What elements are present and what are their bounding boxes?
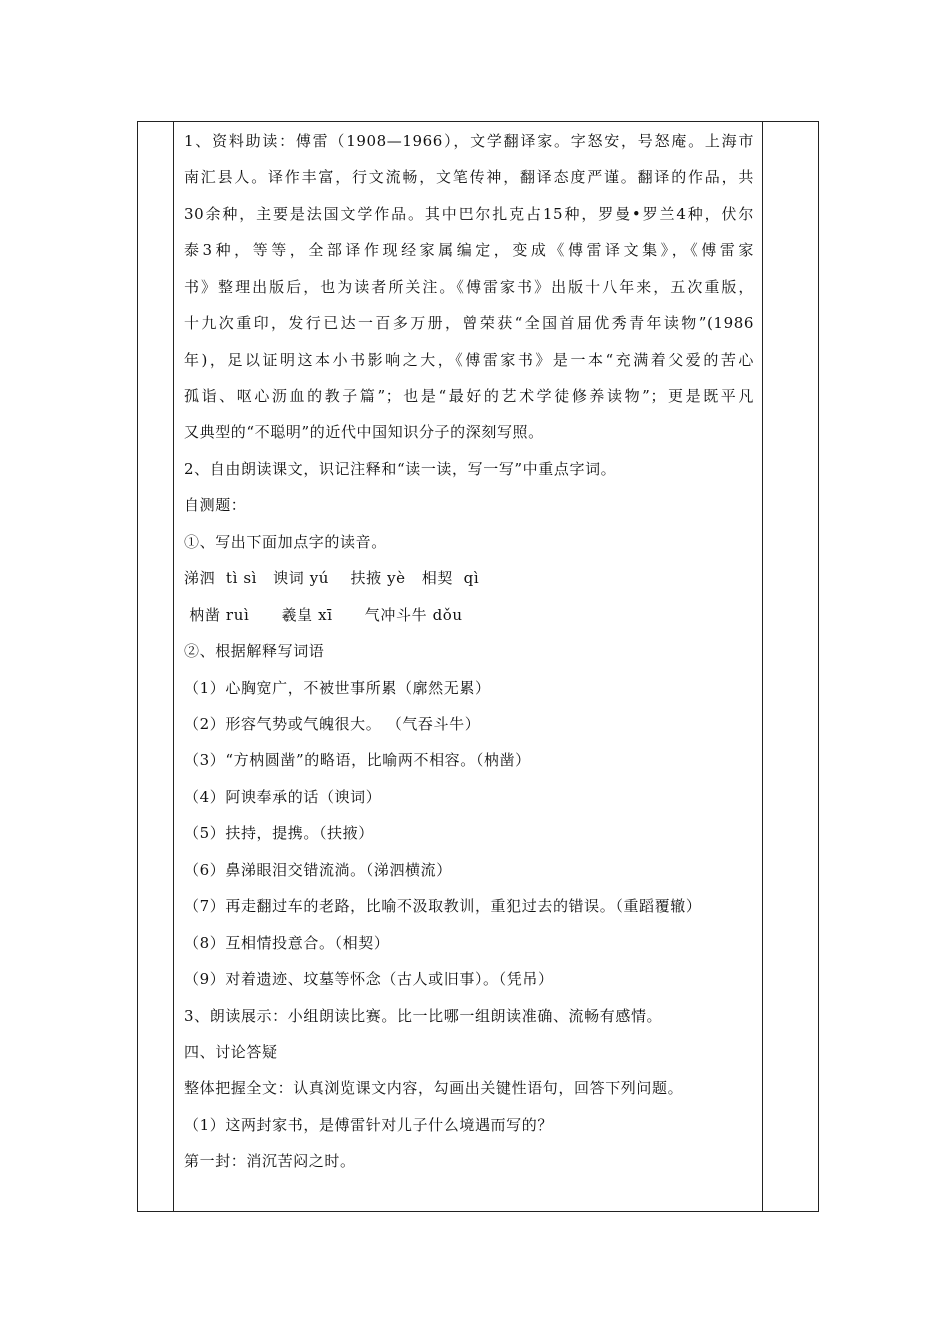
text-line-4: 泰3种，等等，全部译作现经家属编定，变成《傅雷译文集》，《傅雷家	[184, 241, 754, 259]
text-line-8: 孤诣、呕心沥血的教子篇”；也是“最好的艺术学徒修养读物”；更是既平凡	[184, 387, 754, 405]
text-line-9: 又典型的“不聪明”的近代中国知识分子的深刻写照。	[184, 423, 544, 441]
left-column	[138, 122, 174, 1211]
text-line-17: （2）形容气势或气魄很大。 （气吞斗牛）	[184, 715, 481, 733]
lesson-table	[137, 121, 819, 1212]
text-line-14: 枘凿 ruì 羲皇 xī 气冲斗牛 dǒu	[184, 606, 463, 624]
text-line-19: （4）阿谀奉承的话（谀词）	[184, 788, 382, 806]
text-line-15: ②、根据解释写词语	[184, 642, 325, 660]
text-line-27: 整体把握全文：认真浏览课文内容，勾画出关键性语句，回答下列问题。	[184, 1079, 684, 1097]
text-line-11: 自测题：	[184, 496, 247, 514]
text-line-22: （7）再走翻过车的老路，比喻不汲取教训，重犯过去的错误。（重蹈覆辙）	[184, 897, 702, 915]
text-line-10: 2、自由朗读课文，识记注释和“读一读，写一写”中重点字词。	[184, 460, 617, 478]
text-line-2: 南汇县人。译作丰富，行文流畅，文笔传神，翻译态度严谨。翻译的作品，共	[184, 168, 754, 186]
text-line-25: 3、朗读展示：小组朗读比赛。比一比哪一组朗读准确、流畅有感情。	[184, 1007, 663, 1025]
text-line-26: 四、讨论答疑	[184, 1043, 278, 1061]
text-line-5: 书》整理出版后，也为读者所关注。《傅雷家书》出版十八年来，五次重版，	[184, 278, 754, 296]
text-line-21: （6）鼻涕眼泪交错流淌。（涕泗横流）	[184, 861, 452, 879]
content-column	[174, 122, 764, 1211]
text-line-29: 第一封：消沉苦闷之时。	[184, 1152, 356, 1170]
text-line-24: （9）对着遗迹、坟墓等怀念（古人或旧事）。（凭吊）	[184, 970, 554, 988]
text-line-18: （3）“方枘圆凿”的略语，比喻两不相容。（枘凿）	[184, 751, 531, 769]
text-line-20: （5）扶持，提携。（扶掖）	[184, 824, 374, 842]
right-column	[762, 122, 818, 1211]
text-line-6: 十九次重印，发行已达一百多万册，曾荣获“全国首届优秀青年读物”(1986	[184, 314, 754, 332]
text-line-7: 年)，足以证明这本小书影响之大，《傅雷家书》是一本“充满着父爱的苦心	[184, 351, 754, 369]
text-line-28: （1）这两封家书，是傅雷针对儿子什么境遇而写的？	[184, 1116, 553, 1134]
text-line-13: 涕泗 tì sì 谀词 yú 扶掖 yè 相契 qì	[184, 569, 480, 587]
text-line-3: 30余种，主要是法国文学作品。其中巴尔扎克占15种，罗曼•罗兰4种，伏尔	[184, 205, 754, 223]
text-line-16: （1）心胸宽广，不被世事所累（廓然无累）	[184, 679, 491, 697]
text-line-23: （8）互相情投意合。（相契）	[184, 934, 390, 952]
text-line-1: 1、资料助读：傅雷（1908—1966），文学翻译家。字怒安，号怒庵。上海市	[184, 132, 754, 150]
text-line-12: ①、写出下面加点字的读音。	[184, 533, 387, 551]
